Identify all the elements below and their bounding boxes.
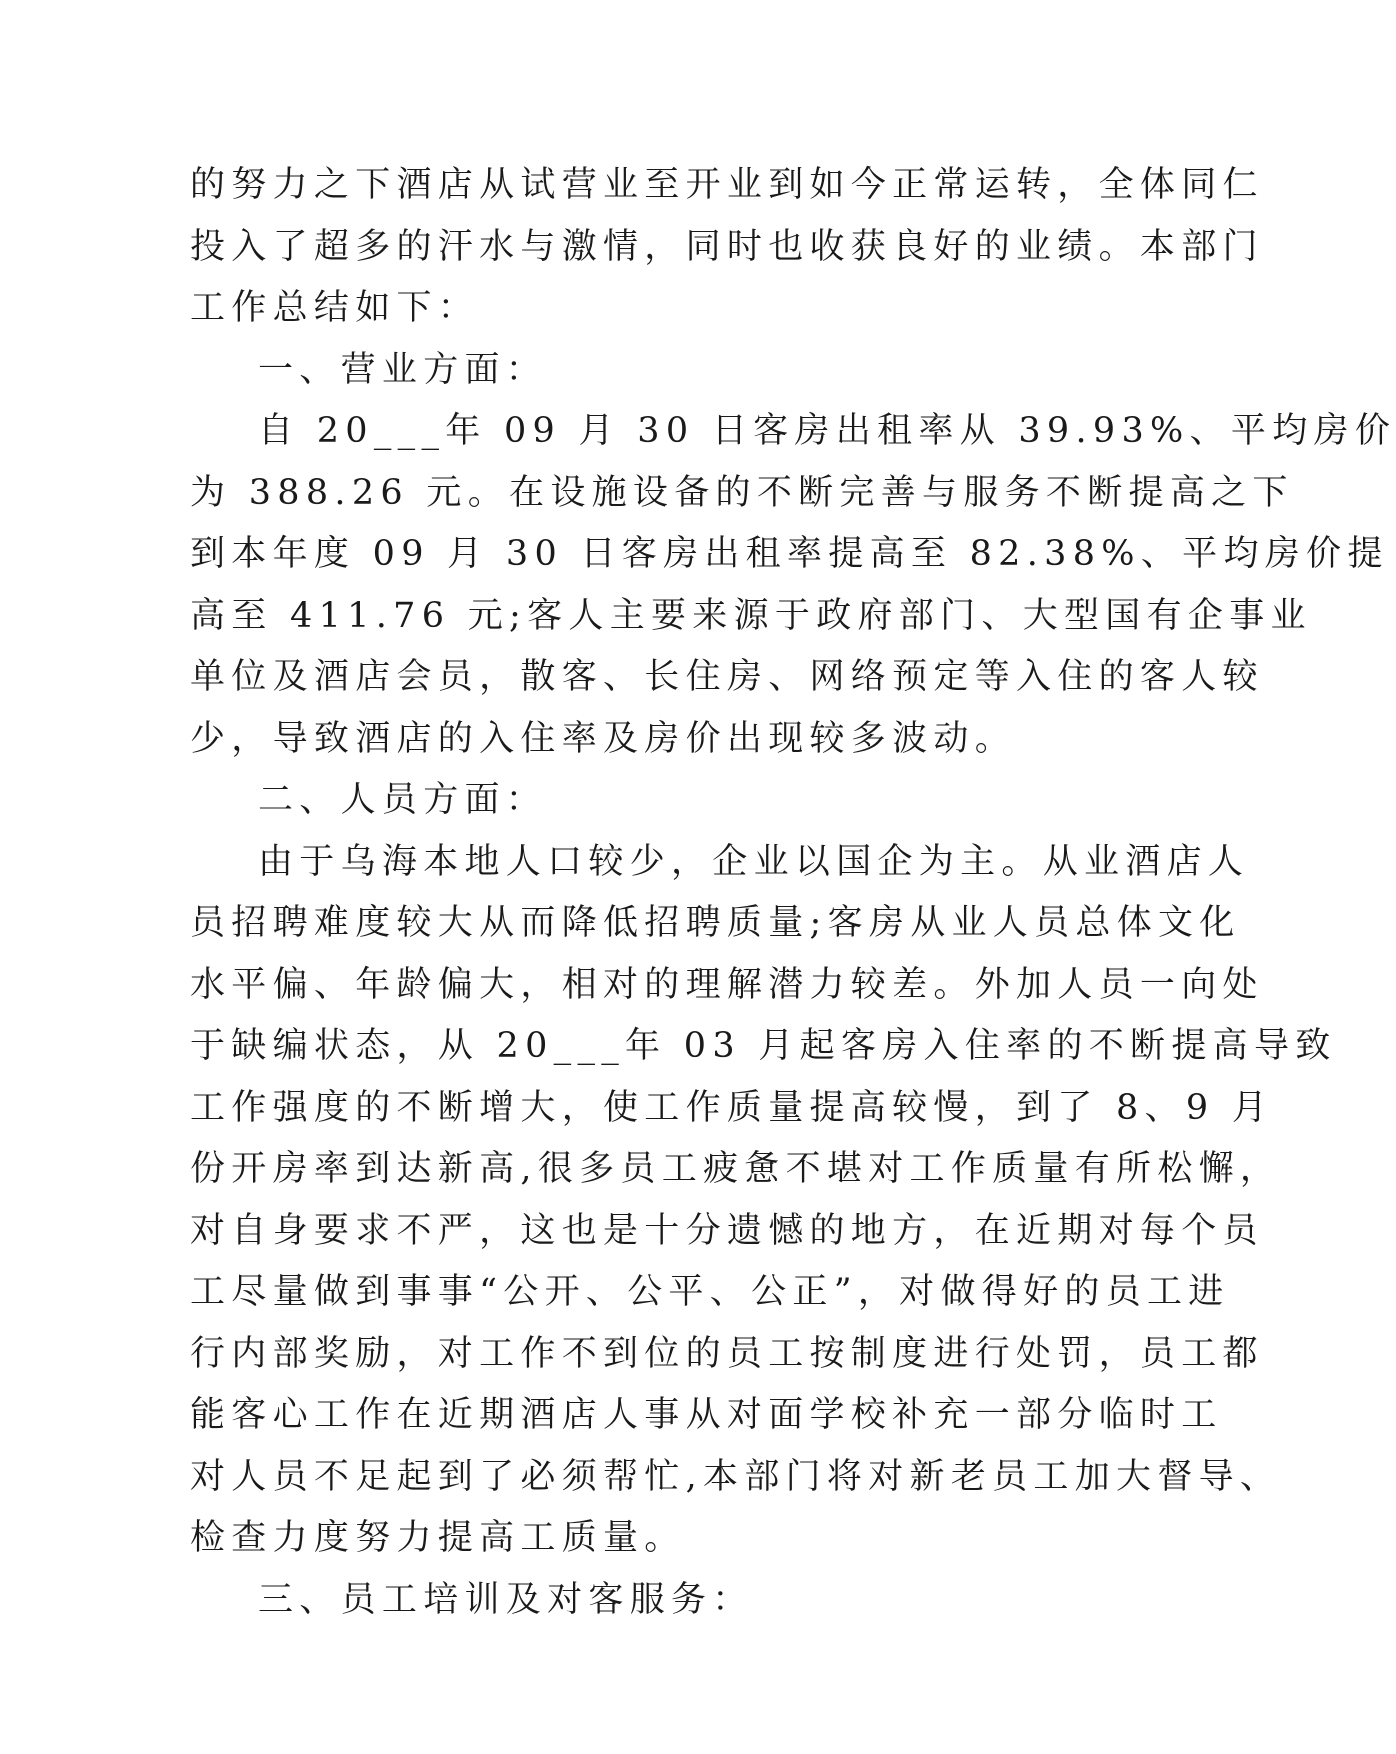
text-line: 投入了超多的汗水与激情，同时也收获良好的业绩。本部门 [190,226,1264,267]
text-line: 少，导致酒店的入住率及房价出现较多波动。 [190,718,1017,759]
text-line: 对自身要求不严，这也是十分遗憾的地方，在近期对每个员 [190,1210,1264,1251]
section-heading-business: 一、营业方面： [258,349,548,390]
text-line: 高至 411.76 元;客人主要来源于政府部门、大型国有企事业 [190,595,1312,636]
document-body [190,155,1396,1631]
section-heading-training: 三、员工培训及对客服务： [258,1579,754,1620]
text-line: 单位及酒店会员，散客、长住房、网络预定等入住的客人较 [190,657,1264,697]
section-heading-personnel: 二、人员方面： [258,780,548,820]
text-line: 的努力之下酒店从试营业至开业到如今正常运转，全体同仁 [190,165,1264,205]
text-line: 工作强度的不断增大，使工作质量提高较慢，到了 8、9 月 [190,1087,1274,1128]
text-line: 员招聘难度较大从而降低招聘质量;客房从业人员总体文化 [190,903,1241,943]
paragraph-start: 自 20___年 09 月 30 日客房出租率从 39.93%、平均房价 [258,411,1396,451]
text-line: 对人员不足起到了必须帮忙,本部门将对新老员工加大督导、 [190,1456,1282,1497]
text-line: 能客心工作在近期酒店人事从对面学校补充一部分临时工 [190,1395,1223,1435]
text-line: 到本年度 09 月 30 日客房出租率提高至 82.38%、平均房价提 [190,534,1389,574]
text-line: 工尽量做到事事“公开、公平、公正”，对做得好的员工进 [190,1272,1230,1312]
text-line: 行内部奖励，对工作不到位的员工按制度进行处罚，员工都 [190,1333,1264,1374]
text-line: 于缺编状态，从 20___年 03 月起客房入住率的不断提高导致 [190,1026,1337,1066]
text-line: 检查力度努力提高工质量。 [190,1518,686,1558]
paragraph-start: 由于乌海本地人口较少，企业以国企为主。从业酒店人 [258,841,1250,882]
text-line: 份开房率到达新高,很多员工疲惫不堪对工作质量有所松懈， [190,1149,1282,1189]
text-line: 为 388.26 元。在设施设备的不断完善与服务不断提高之下 [190,472,1294,513]
text-line: 水平偏、年龄偏大，相对的理解潜力较差。外加人员一向处 [190,964,1264,1005]
text-line: 工作总结如下： [190,288,480,328]
